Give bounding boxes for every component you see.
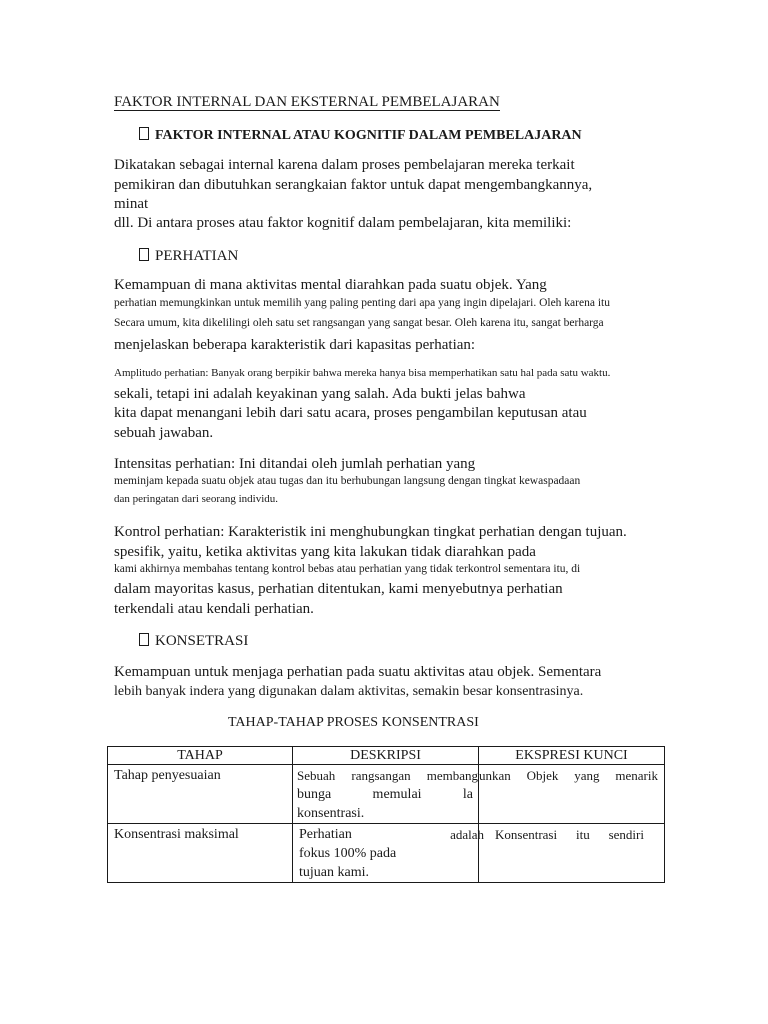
- perhatian-line-1: Kemampuan di mana aktivitas mental diarahkan pada suatu objek. Yang: [114, 277, 547, 293]
- amplitudo-line-3: kita dapat menangani lebih dari satu acara, proses pengambilan keputusan atau: [114, 405, 587, 421]
- amplitudo-line-4: sebuah jawaban.: [114, 425, 214, 441]
- intensitas-line-2: meminjam kepada suatu objek atau tugas dan itu berhubungan langsung dengan tingkat kewaspadaan: [114, 475, 581, 487]
- intro-line-4: dll. Di antara proses atau faktor kognitif dalam pembelajaran, kita memiliki:: [114, 215, 572, 231]
- konsetrasi-line-1: Kemampuan untuk menjaga perhatian pada suatu aktivitas atau objek. Sementara: [114, 664, 602, 680]
- table-header-row: [108, 747, 665, 765]
- intensitas-line-1: Intensitas perhatian: Ini ditandai oleh jumlah perhatian yang: [114, 456, 476, 472]
- perhatian-line-4: menjelaskan beberapa karakteristik dari kapasitas perhatian:: [114, 337, 476, 353]
- kontrol-line-1: Kontrol perhatian: Karakteristik ini menghubungkan tingkat perhatian dengan tujuan.: [114, 524, 627, 540]
- section-heading-internal: FAKTOR INTERNAL ATAU KOGNITIF DALAM PEMBELAJARAN: [139, 127, 582, 143]
- perhatian-line-3: Secara umum, kita dikelilingi oleh satu set rangsangan yang sangat besar. Oleh karena itu, sangat berharga: [114, 317, 604, 329]
- cell-tahap: Konsentrasi maksimal: [108, 824, 293, 883]
- cell-deskripsi: Sebuah rangsangan membang bunga memulai la konsentrasi.: [293, 765, 479, 824]
- checkbox-bullet-icon: [139, 127, 149, 140]
- amplitudo-line-1: Amplitudo perhatian: Banyak orang berpikir bahwa mereka hanya bisa memperhatikan satu hal pada satu waktu.: [114, 367, 611, 379]
- cell-ekspresi-kunci: unkan Objek yang menarik: [479, 765, 665, 824]
- konsetrasi-line-2: lebih banyak indera yang digunakan dalam aktivitas, semakin besar konsentrasinya.: [114, 684, 584, 699]
- document-title: FAKTOR INTERNAL DAN EKSTERNAL PEMBELAJARAN: [114, 94, 500, 110]
- checkbox-bullet-icon: [139, 248, 149, 261]
- header-ekspresi-kunci: EKSPRESI KUNCI: [479, 747, 665, 765]
- section-heading-perhatian: PERHATIAN: [139, 248, 238, 264]
- table-row: [108, 824, 665, 883]
- section-heading-konsetrasi: KONSETRASI: [139, 633, 248, 649]
- intro-line-1: Dikatakan sebagai internal karena dalam proses pembelajaran mereka terkait: [114, 157, 575, 173]
- cell-tahap: Tahap penyesuaian: [108, 765, 293, 824]
- header-deskripsi: DESKRIPSI: [293, 747, 479, 765]
- table-row: [108, 765, 665, 824]
- table-title: TAHAP-TAHAP PROSES KONSENTRASI: [228, 715, 479, 730]
- intro-line-3: minat: [114, 196, 149, 212]
- header-tahap: TAHAP: [108, 747, 293, 765]
- checkbox-bullet-icon: [139, 633, 149, 646]
- kontrol-line-3: kami akhirnya membahas tentang kontrol bebas atau perhatian yang tidak terkontrol sementara itu, di: [114, 563, 581, 575]
- kontrol-line-4: dalam mayoritas kasus, perhatian ditentukan, kami menyebutnya perhatian: [114, 581, 563, 597]
- amplitudo-line-2: sekali, tetapi ini adalah keyakinan yang salah. Ada bukti jelas bahwa: [114, 386, 526, 402]
- kontrol-line-2: spesifik, yaitu, ketika aktivitas yang kita lakukan tidak diarahkan pada: [114, 544, 536, 560]
- cell-ekspresi-kunci: Konsentrasi itu sendiri: [479, 824, 665, 883]
- kontrol-line-5: terkendali atau kendali perhatian.: [114, 601, 314, 617]
- cell-deskripsi: Perhatian fokus 100% pada tujuan kami. adalah: [293, 824, 479, 883]
- intro-line-2: pemikiran dan dibutuhkan serangkaian faktor untuk dapat mengembangkannya,: [114, 177, 593, 193]
- perhatian-line-2: perhatian memungkinkan untuk memilih yang paling penting dari apa yang ingin dipelajari. Oleh karena itu: [114, 297, 610, 309]
- intensitas-line-3: dan peringatan dari seorang individu.: [114, 493, 279, 505]
- concentration-stages-table: [107, 746, 665, 883]
